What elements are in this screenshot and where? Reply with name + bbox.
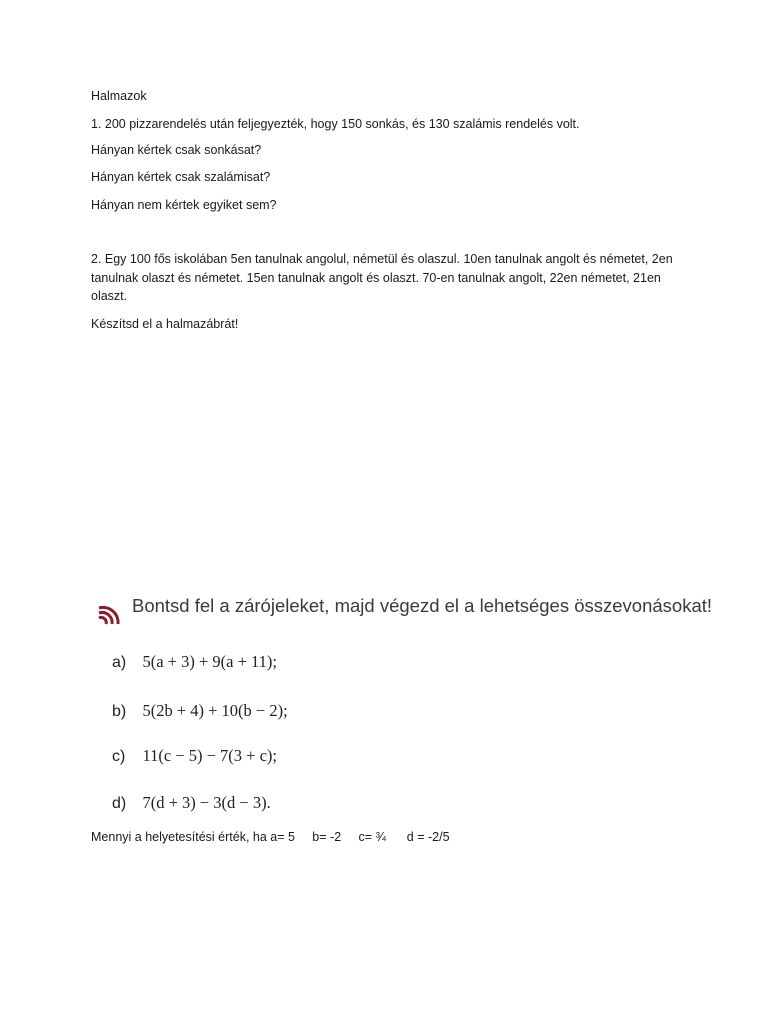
- exercise-a: [112, 652, 277, 672]
- exercise-b: [112, 701, 288, 721]
- exercise-label: c): [112, 748, 126, 765]
- exercise-expression: 5(2b + 4) + 10(b − 2);: [142, 701, 288, 720]
- venn-instruction: Készítsd el a halmazábrát!: [91, 317, 239, 331]
- exercise-expression: 7(d + 3) − 3(d − 3).: [142, 793, 271, 812]
- task-title: Bontsd fel a zárójeleket, majd végezd el a lehetséges összevonásokat!: [132, 595, 713, 616]
- question-3: Hányan nem kértek egyiket sem?: [91, 198, 277, 212]
- exercise-d: [112, 793, 271, 813]
- signal-arcs-icon: [96, 602, 122, 626]
- task-header: [96, 594, 713, 624]
- exercise-label: b): [112, 703, 127, 720]
- exercise-expression: 5(a + 3) + 9(a + 11);: [142, 652, 277, 671]
- question-2: Hányan kértek csak szalámisat?: [91, 170, 271, 184]
- exercise-expression: 11(c − 5) − 7(3 + c);: [142, 746, 277, 765]
- question-1: Hányan kértek csak sonkásat?: [91, 143, 262, 157]
- problem-2-text: 2. Egy 100 fős iskolában 5en tanulnak angolul, németül és olaszul. 10en tanulnak angolt és németet, 2en tanulnak olaszt és németet. 15en tanulnak angolt és olaszt. 70-en tanulnak angolt, 22en németet, 21en olaszt.: [91, 252, 673, 303]
- section-title: Halmazok: [91, 89, 147, 103]
- exercise-label: d): [112, 795, 127, 812]
- exercise-c: [112, 746, 277, 766]
- exercise-label: a): [112, 654, 127, 671]
- problem-1-text: 1. 200 pizzarendelés után feljegyezték, hogy 150 sonkás, és 130 szalámis rendelés volt.: [91, 117, 580, 131]
- substitution-question: Mennyi a helyetesítési érték, ha a= 5 b= -2 c= ¾ d = -2/5: [91, 830, 450, 844]
